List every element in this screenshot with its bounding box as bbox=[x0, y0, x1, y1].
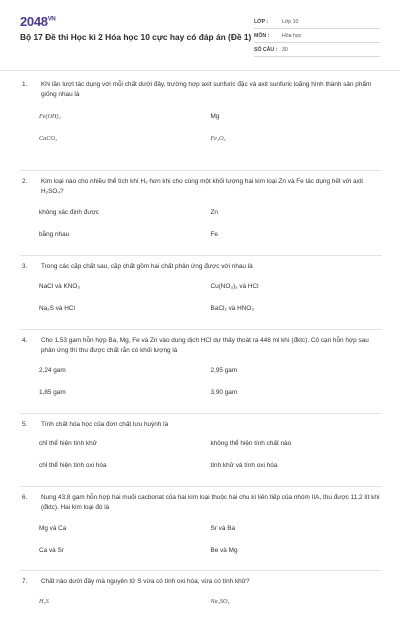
quiz-meta bbox=[254, 15, 380, 57]
question-text: Tính chất hóa học của đơn chất lưu huỳnh là bbox=[41, 421, 169, 428]
answer-option[interactable]: 1,85 gam bbox=[39, 389, 66, 396]
answer-option[interactable]: H₂S bbox=[39, 598, 49, 605]
meta-label: SỐ CÂU : bbox=[254, 46, 278, 53]
answer-option[interactable]: Cu(NO₃)₂ và HCl bbox=[210, 283, 259, 290]
answer-option[interactable]: Sr và Ba bbox=[210, 525, 236, 532]
question-number: 3. bbox=[22, 263, 28, 270]
answer-option[interactable]: Na₂SO₄ bbox=[210, 598, 230, 605]
meta-value: Hóa học bbox=[282, 32, 302, 39]
question-text: Trong các cặp chất sau, cặp chất gồm hai chất phản ứng được với nhau là bbox=[41, 263, 253, 270]
answer-option[interactable]: 2,24 gam bbox=[39, 367, 66, 374]
site-logo[interactable] bbox=[20, 14, 55, 29]
header-divider bbox=[0, 70, 400, 71]
answer-option[interactable]: 3,90 gam bbox=[210, 389, 238, 396]
answer-option[interactable]: Fe₃O₄ bbox=[210, 135, 226, 142]
question-7 bbox=[20, 571, 382, 616]
answer-option[interactable]: không xác định được bbox=[39, 209, 99, 216]
answer-option[interactable]: BaCl₂ và HNO₃ bbox=[210, 305, 254, 312]
answer-option[interactable]: Mg bbox=[210, 113, 220, 120]
meta-row-subject bbox=[254, 29, 380, 43]
quiz-title: Bộ 17 Đề thi Học kì 2 Hóa học 10 cực hay có đáp án (Đề 1) bbox=[20, 32, 252, 42]
question-number: 6. bbox=[22, 494, 28, 501]
meta-value: 30 bbox=[282, 46, 288, 53]
logo-suffix: VN bbox=[47, 16, 56, 23]
question-6 bbox=[20, 487, 382, 571]
answer-option[interactable]: CaCO₃ bbox=[39, 135, 57, 142]
answer-option[interactable]: Mg và Ca bbox=[39, 525, 67, 532]
answer-option[interactable]: bằng nhau bbox=[39, 231, 70, 238]
meta-label: LỚP : bbox=[254, 18, 269, 25]
answer-option[interactable]: Na₂S và HCl bbox=[39, 305, 75, 312]
answer-option[interactable]: 2,95 gam bbox=[210, 367, 238, 374]
question-text: Kim loại nào cho nhiều thể tích khí H₂ hơn khi cho cùng một khối lượng hai kim loại Zn và Fe tác dụng hết với axit H₂SO₄? bbox=[41, 178, 363, 195]
answer-option[interactable]: Ca và Sr bbox=[39, 547, 64, 554]
question-text: Chất nào dưới đây mà nguyên tử S vừa có tính oxi hóa, vừa có tính khử? bbox=[41, 578, 250, 585]
meta-row-count bbox=[254, 43, 380, 57]
answer-option[interactable]: Be và Mg bbox=[210, 547, 238, 554]
question-5 bbox=[20, 414, 382, 487]
question-list bbox=[20, 80, 382, 616]
question-4 bbox=[20, 330, 382, 414]
question-2 bbox=[20, 171, 382, 256]
answer-option[interactable]: tính khử và tính oxi hóa bbox=[210, 462, 278, 469]
quiz-header bbox=[0, 0, 400, 66]
question-number: 7. bbox=[22, 578, 28, 585]
question-text: Khi lần lượt tác dụng với mỗi chất dưới đây, trường hợp axit sunfuric đặc và axit sunfuric loãng hình thành sản phẩm giống nhau là bbox=[41, 81, 372, 98]
answer-option[interactable]: không thể hiện tính chất nào bbox=[210, 440, 292, 447]
answer-option[interactable]: Zn bbox=[210, 209, 218, 216]
question-text: Nung 43,8 gam hỗn hợp hai muối cacbonat của hai kim loại thuộc hai chu kì liên tiếp của nhóm IIA, thu được 11,2 lít khí (đktc). Hai kim loại đó là bbox=[41, 494, 380, 511]
meta-row-class bbox=[254, 15, 380, 29]
question-number: 2. bbox=[22, 178, 28, 185]
answer-option[interactable]: chỉ thể hiện tính khử bbox=[39, 440, 97, 447]
question-number: 4. bbox=[22, 337, 28, 344]
question-number: 1. bbox=[22, 81, 28, 88]
question-number: 5. bbox=[22, 421, 28, 428]
meta-label: MÔN : bbox=[254, 32, 270, 39]
answer-option[interactable]: Fe bbox=[210, 231, 218, 238]
question-1 bbox=[20, 80, 382, 171]
question-text: Cho 1,53 gam hỗn hợp Ba, Mg, Fe và Zn vào dung dịch HCl dư thấy thoát ra 448 ml khí (đktc). Cô cạn hỗn hợp sau phản ứng thì thu được chất rắn có khối lượng là bbox=[41, 337, 369, 354]
logo-text: 2048 bbox=[20, 14, 48, 29]
meta-value: Lớp 10 bbox=[282, 18, 299, 25]
answer-option[interactable]: chỉ thể hiện tính oxi hóa bbox=[39, 462, 107, 469]
answer-option[interactable]: Fe(OH)₂ bbox=[39, 113, 61, 120]
answer-option[interactable]: NaCl và KNO₃ bbox=[39, 283, 80, 290]
question-3 bbox=[20, 256, 382, 330]
